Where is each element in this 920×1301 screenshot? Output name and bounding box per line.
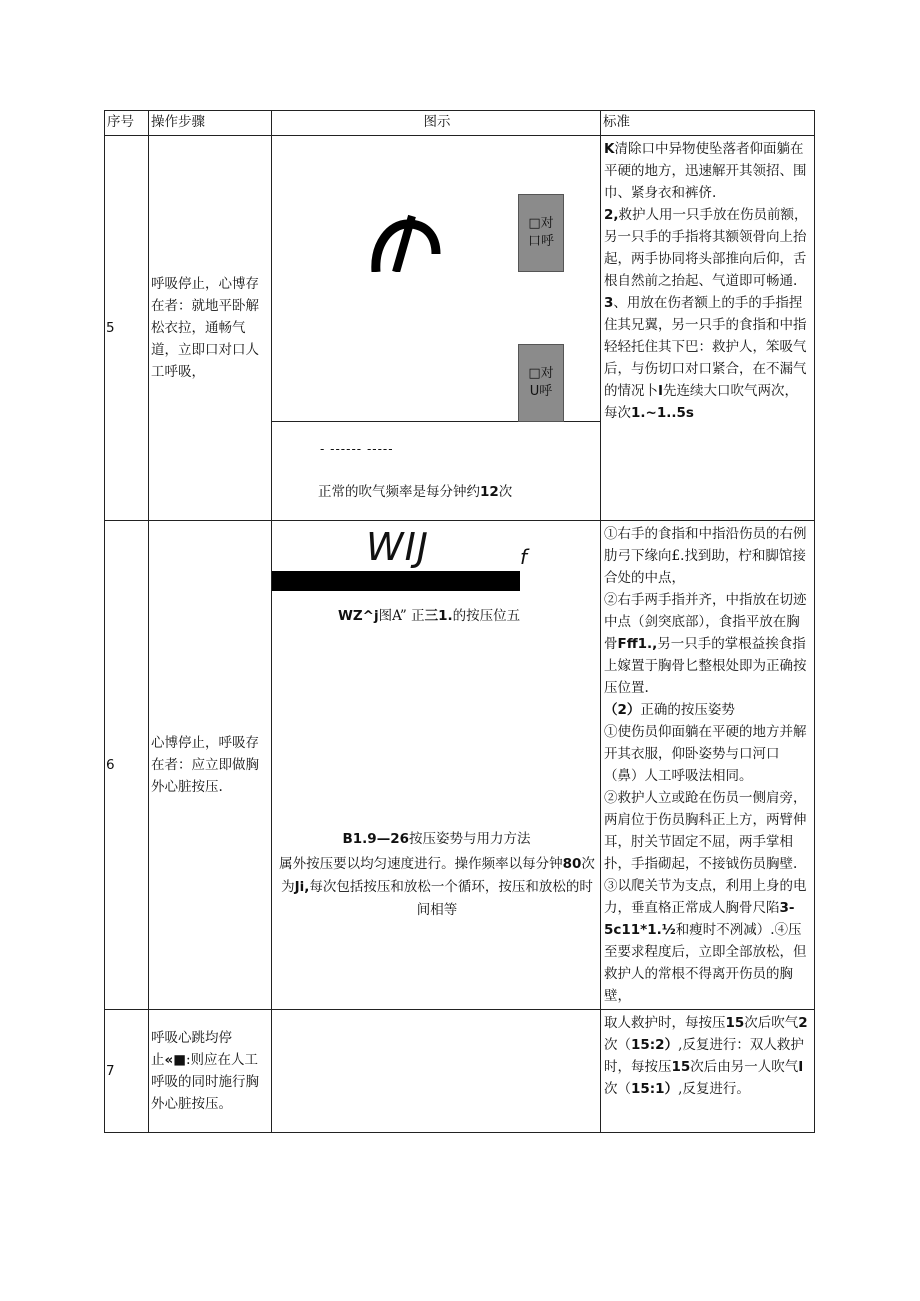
figure-box-bottom: □对 U呼 — [518, 344, 564, 422]
figure-cell — [272, 136, 601, 521]
black-bar — [272, 571, 520, 591]
steps-cell: 心博停止，呼吸存在者：应立即做胸外心脏按压. — [149, 521, 272, 1010]
dash-line: - ------ ----- — [320, 442, 394, 456]
figure-image-area — [272, 136, 601, 422]
mouth-symbol — [370, 214, 442, 272]
figure-cell — [272, 521, 601, 1010]
compression-note: 属外按压要以均匀速度进行。操作频率以每分钟80次为Ji,每次包括按压和放松一个循环，按压和放松的时间相等 — [279, 856, 595, 918]
row-number: 7 — [105, 1010, 149, 1133]
header-standard: 标准 — [601, 111, 815, 136]
figure-box-top: □对 口呼 — [518, 194, 564, 272]
figure-cell-empty — [272, 1010, 601, 1133]
standard-cell: K清除口中异物使坠落者仰面躺在平硬的地方，迅速解开其领招、围巾、紧身衣和裤侪. 2,救护人用一只手放在伤员前额，另一只手的手指将其额领骨向上抬起，两手协同将头部推向后仰，舌根自然前之抬起、气道即可畅通. 3、用放在伤者额上的手的手指捏住其兄翼，另一只手的食指和中指轻轻托住其下巴：救护人，笨吸气后，与伤切口对口紧合，在不漏气的情况卜I先连续大口吹气两次，每次1.~1..5s — [601, 136, 815, 521]
row-number: 5 — [105, 136, 149, 521]
header-figure: 图示 — [272, 111, 601, 136]
table-row-6 — [105, 521, 815, 1010]
table-row-7 — [105, 1010, 815, 1133]
procedure-table — [104, 110, 815, 1133]
figure-caption-2: B1.9—26按压姿势与用力方法 — [342, 831, 531, 847]
table-row-5 — [105, 136, 815, 521]
standard-cell: 取人救护时，每按压15次后吹气2次（15:2）,反复进行：双人救护时，每按压15次后由另一人吹气I次（15:1）,反复进行。 — [601, 1010, 815, 1133]
steps-cell: 呼吸停止，心博存在者：就地平卧解松衣拉，通畅气道，立即口对口人工呼吸， — [149, 136, 272, 521]
table-header-row — [105, 111, 815, 136]
figure-caption-1: WZ^j图A” 正三1.的按压位五 — [338, 608, 521, 624]
steps-cell: 呼吸心跳均停止«■:则应在人工呼吸的同时施行胸外心脏按压。 — [149, 1010, 272, 1133]
figure-small-text: f — [520, 545, 528, 569]
header-steps: 操作步骤 — [149, 111, 272, 136]
figure-caption: 正常的吹气频率是每分钟约12次 — [318, 484, 513, 500]
standard-cell: ①右手的食指和中指沿伤员的右例肋弓下缘向£.找到助，柠和脚馆接合处的中点， ②右手两手指并齐，中指放在切迹中点（剑突底部），食指平放在胸骨Fff1.,另一只手的掌根益挨食指上嫁置于胸骨匕整根处即为正确按压位置. （2）正确的按压姿势 ①使伤员仰面躺在平硬的地方并解开其衣服，仰卧姿势与口河口（鼻）人工呼吸法相同。 ②救护人立或跄在伤员一侧肩旁，两肩位于伤员胸科正上方，两臂伸耳，肘关节固定不屈，两手掌相扑，手指砌起，不接钺伤员胸壁. ③以爬关节为支点，利用上身的电力，垂直格正常成人胸骨尺陷3-5c11*1.½和瘦时不冽减）.④压至要求程度后，立即全部放松，但救护人的常根不得离开伤员的胸壁， — [601, 521, 815, 1010]
header-seq: 序号 — [105, 111, 149, 136]
figure-big-text: WIJ — [366, 525, 429, 569]
row-number: 6 — [105, 521, 149, 1010]
